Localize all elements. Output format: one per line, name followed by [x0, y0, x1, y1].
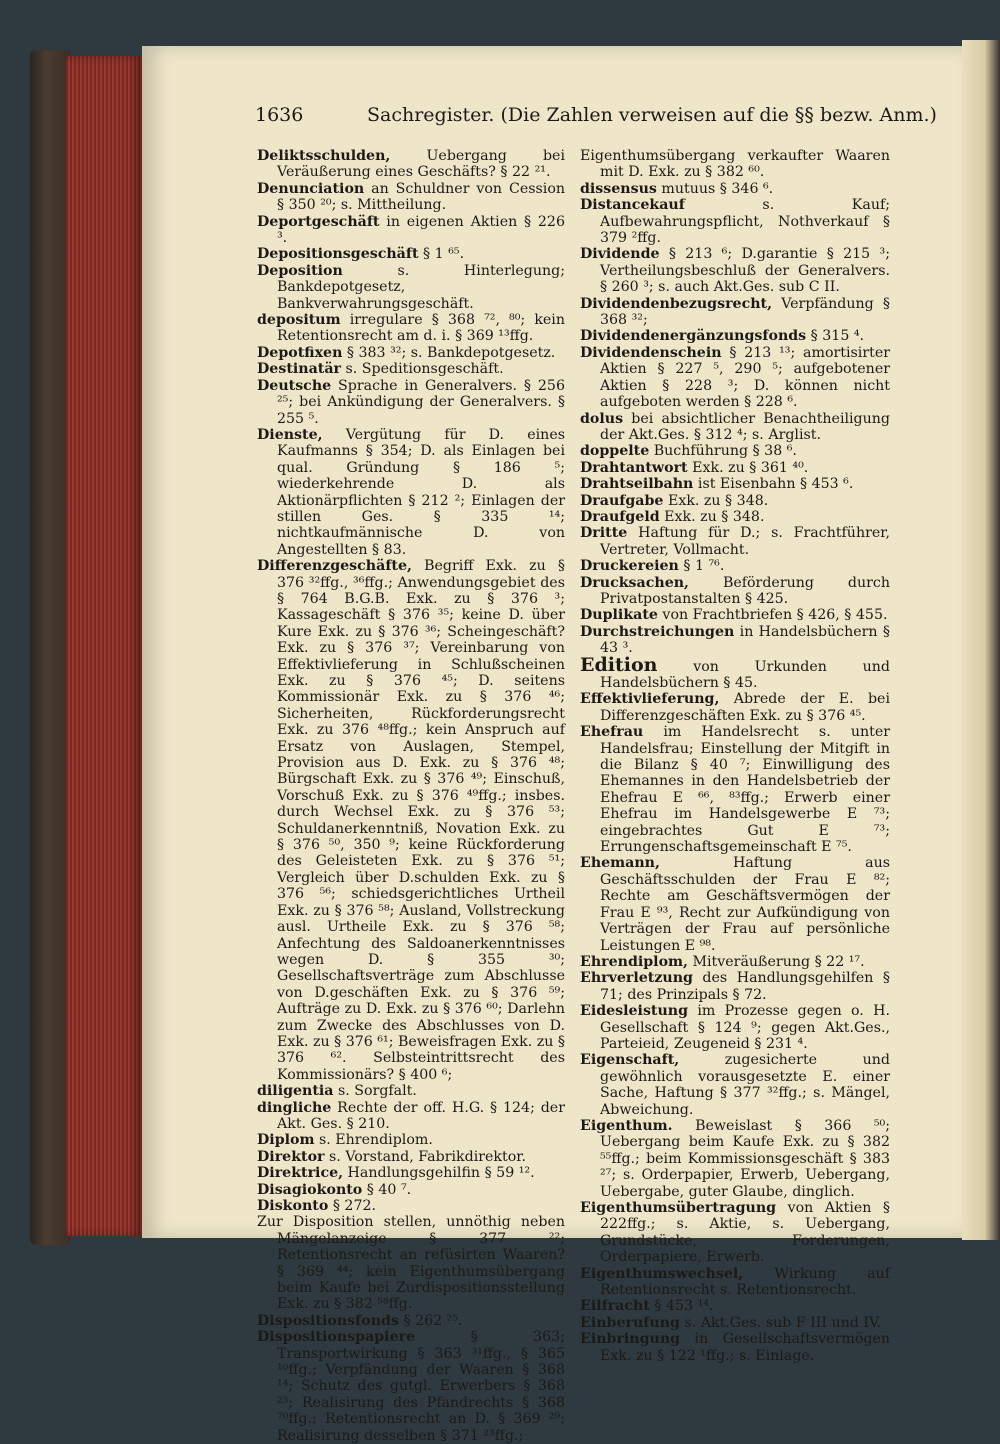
entry-text: Handlungsgehilfin § 59 ¹². — [343, 1165, 535, 1182]
index-entry — [257, 263, 565, 312]
index-entry — [257, 246, 565, 262]
index-entry — [580, 558, 890, 574]
entry-keyword: Deposition — [257, 262, 343, 279]
entry-keyword: Disagiokonto — [257, 1181, 363, 1198]
entry-text: § 1 ⁶⁵. — [418, 246, 465, 263]
entry-text: Haftung aus Geschäftsschulden der Frau E ⁸²; Rechte am Geschäftsvermögen der Frau E ⁹³, Recht zur Aufkündigung von Verträgen der Frau auf persönliche Leistungen E ⁹⁸. — [600, 855, 890, 954]
index-entry — [580, 653, 890, 692]
entry-keyword: Diplom — [257, 1132, 315, 1149]
entry-keyword: Diskonto — [257, 1198, 329, 1214]
entry-text: mutuus § 346 ⁶. — [656, 180, 774, 197]
index-entry — [257, 345, 565, 361]
index-entry — [257, 1100, 565, 1133]
index-entry — [257, 1182, 565, 1198]
index-entry — [580, 1331, 890, 1364]
index-entry — [257, 361, 565, 377]
entry-text: Sprache in Generalvers. § 256 ²⁵; bei Ankündigung der Generalvers. § 255 ⁵. — [277, 377, 565, 427]
entry-text: im Prozesse gegen o. H. Gesellschaft § 124 ⁹; gegen Akt.Ges., Parteieid, Zeugeneid § 231 ⁴. — [600, 1003, 890, 1052]
index-entry — [257, 1198, 565, 1214]
right-page-edge — [962, 40, 1000, 1240]
page-number: 1636 — [255, 104, 304, 126]
entry-keyword: Dividende — [580, 246, 660, 263]
index-entry — [257, 312, 565, 345]
entry-keyword: Ehemann, — [580, 855, 660, 872]
entry-keyword: Eigenthumswechsel, — [580, 1265, 744, 1282]
entry-text: Exk. zu § 348. — [663, 492, 769, 509]
entry-keyword: Drahtseilbahn — [580, 476, 694, 493]
entry-keyword: Deutsche — [257, 377, 332, 394]
entry-text: s. Vorstand, Fabrikdirektor. — [324, 1148, 526, 1165]
page-header — [255, 104, 955, 130]
entry-text: Vergütung für D. eines Kaufmanns § 354; D. als Einlagen bei qual. Gründung § 186 ⁵; wiederkehrende D. als Aktionärpflichten § 212 ²; Einlagen der stillen Ges. § 335 ¹⁴; nichtkaufmännische D. von Angestellten § 83. — [277, 426, 565, 558]
index-entry — [580, 575, 890, 608]
entry-text: s. Speditionsgeschäft. — [341, 361, 504, 378]
index-entry — [580, 607, 890, 623]
entry-text: Haftung für D.; s. Frachtführer, Vertreter, Vollmacht. — [600, 525, 890, 558]
entry-keyword: Deportgeschäft — [257, 213, 380, 230]
entry-keyword: Direktrice, — [257, 1165, 344, 1182]
index-entry — [257, 1214, 565, 1312]
index-entry — [580, 476, 890, 492]
entry-text: s. Hinterlegung; Bankdepotgesetz, Bankverwahrungsgeschäft. — [277, 262, 565, 312]
index-entry — [257, 1313, 565, 1329]
index-entry — [580, 855, 890, 953]
entry-keyword: Effektivlieferung, — [580, 691, 720, 708]
entry-text: Mitveräußerung § 22 ¹⁷. — [687, 953, 865, 970]
entry-text: § 262 ²⁵. — [398, 1312, 463, 1329]
index-entry — [580, 1266, 890, 1299]
entry-keyword: Eilfracht — [580, 1298, 650, 1315]
index-entry — [580, 181, 890, 197]
entry-keyword: Depositionsgeschäft — [257, 246, 419, 263]
entry-keyword: depositum — [257, 312, 341, 329]
entry-text: § 315 ⁴. — [806, 328, 865, 345]
entry-keyword: dingliche — [257, 1099, 332, 1116]
entry-text: im Handelsrecht s. unter Handelsfrau; Einstellung der Mitgift in die Bilanz § 40 ⁷; Einwilligung des Ehemannes in den Handelsbetrieb der Ehefrau E ⁶⁶, ⁸³ffg.; Erwerb einer Ehefrau im Handelsgewerbe E ⁷³; eingebrachtes Gut E ⁷³; Errungenschaftsgemeinschaft E ⁷⁵. — [600, 724, 890, 856]
entry-keyword: Draufgabe — [580, 492, 664, 509]
entry-text: § 213 ¹³; amortisirter Aktien § 227 ⁵, 290 ⁵; aufgebotener Aktien § 228 ³; D. können nicht aufgeboten werden § 228 ⁶. — [600, 344, 890, 411]
index-entry — [580, 954, 890, 970]
index-entry — [580, 411, 890, 444]
entry-keyword: Depotfixen — [257, 344, 343, 361]
index-entry — [580, 1200, 890, 1266]
index-entry — [257, 1165, 565, 1181]
index-entry — [580, 443, 890, 459]
entry-keyword: Dividendenschein — [580, 344, 722, 361]
entry-keyword: Draufgeld — [580, 508, 660, 525]
index-entry — [580, 724, 890, 855]
index-entry — [580, 1052, 890, 1118]
index-entry — [257, 214, 565, 247]
entry-text: Rechte der off. H.G. § 124; der Akt. Ges. § 210. — [277, 1099, 565, 1132]
index-entry — [257, 1132, 565, 1148]
page-edges — [66, 56, 142, 1236]
entry-keyword: Dividendenergänzungsfonds — [580, 328, 807, 345]
index-entry — [580, 691, 890, 724]
index-entry — [580, 460, 890, 476]
entry-text: Verpfändung § 368 ³²; — [600, 295, 890, 329]
entry-keyword: Druckereien — [580, 558, 679, 575]
index-entry — [580, 246, 890, 295]
index-entry — [257, 558, 565, 1083]
entry-text: Zur Disposition stellen, unnöthig neben Mängelanzeige § 377 ²²; Retentionsrecht an refüsirten Waaren? § 369 ⁴⁴; kein Eigenthumsübergang beim Kaufe bei Zurdispositionsstellung Exk. zu § 382 ⁵⁸ffg. — [257, 1214, 565, 1313]
entry-text: s. Kauf; Aufbewahrungspflicht, Nothverkauf § 379 ²ffg. — [600, 197, 890, 247]
index-entry — [257, 181, 565, 214]
entry-keyword: Deliktsschulden, — [257, 148, 391, 164]
index-entry — [580, 624, 890, 657]
entry-keyword: doppelte — [580, 443, 650, 460]
running-title: Sachregister. (Die Zahlen verweisen auf die §§ bezw. Anm.) — [367, 104, 937, 126]
index-entry — [580, 525, 890, 558]
entry-text: Exk. zu § 348. — [659, 508, 765, 525]
entry-text: § 213 ⁶; D.garantie § 215 ³; Vertheilungsbeschluß der Generalvers. § 260 ³; s. auch Akt.Ges. sub C II. — [600, 246, 890, 296]
entry-text: an Schuldner von Cession § 350 ²⁰; s. Mittheilung. — [277, 180, 565, 214]
entry-text: Buchführung § 38 ⁶. — [649, 443, 797, 460]
entry-text: § 363; Transportwirkung § 363 ³¹ffg., § 365 ¹⁰ffg.; Verpfändung der Waaren § 368 ¹⁴; Schutz des gutgl. Erwerbers § 368 ²³; Realisirung des Pfandrechts § 368 ⁷⁰ffg.; Retentionsrecht an D. § 369 ²⁹; Realisirung desselben § 371 ²³ffg.; — [277, 1329, 565, 1444]
entry-keyword: Edition — [580, 653, 658, 676]
entry-text: von Aktien § 222ffg.; s. Aktie, s. Uebergang, Grundstücke, Forderungen, Orderpapiere, Erwerb. — [600, 1200, 890, 1266]
entry-text: s. Akt.Ges. sub F III und IV. — [679, 1314, 882, 1331]
entry-text: s. Sorgfalt. — [333, 1083, 417, 1100]
entry-keyword: dissensus — [580, 180, 657, 197]
index-entry — [580, 1003, 890, 1052]
entry-keyword: Dispositionspapiere — [257, 1329, 416, 1346]
index-entry — [257, 427, 565, 558]
index-entry — [580, 197, 890, 246]
index-entry — [580, 493, 890, 509]
index-entry — [257, 1149, 565, 1165]
index-entry — [257, 148, 565, 181]
entry-text: Beförderung durch Privatpostanstalten § 425. — [600, 574, 890, 607]
index-entry — [580, 296, 890, 329]
index-column-right — [580, 148, 890, 1364]
entry-keyword: Ehefrau — [580, 724, 644, 741]
entry-keyword: Duplikate — [580, 607, 658, 624]
entry-text: ist Eisenbahn § 453 ⁶. — [693, 476, 854, 493]
entry-keyword: Drucksachen, — [580, 574, 689, 591]
book-spine — [30, 50, 70, 1245]
entry-keyword: Eigenthum. — [580, 1117, 673, 1134]
entry-keyword: Eigenthumsübertragung — [580, 1200, 777, 1216]
entry-keyword: Drahtantwort — [580, 459, 688, 476]
index-entry — [580, 970, 890, 1003]
entry-text: in eigenen Aktien § 226 ³. — [277, 213, 565, 247]
entry-text: zugesicherte und gewöhnlich vorausgesetzte E. einer Sache, Haftung § 377 ³²ffg.; s. Mängel, Abweichung. — [600, 1052, 890, 1118]
index-entry — [580, 509, 890, 525]
index-entry — [257, 1329, 565, 1444]
entry-text: Abrede der E. bei Differenzgeschäften Exk. zu § 376 ⁴⁵. — [600, 691, 890, 724]
entry-keyword: Eidesleistung — [580, 1003, 689, 1020]
entry-text: § 272. — [328, 1198, 377, 1214]
entry-keyword: Dritte — [580, 525, 628, 542]
entry-text: Begriff Exk. zu § 376 ³²ffg., ³⁶ffg.; Anwendungsgebiet des § 764 B.G.B. Exk. zu § 376 ³; Kassageschäft § 376 ³⁵; keine D. über Kure Exk. zu § 376 ³⁶; Scheingeschäft? Exk. zu § 376 ³⁷; Vereinbarung von Effektivlieferung in Schlußscheinen Exk. zu § 376 ⁴⁵; D. seitens Kommissionär Exk. zu § 376 ⁴⁶; Sicherheiten, Rückforderungsrecht Exk. zu 376 ⁴⁸ffg.; kein Anspruch auf Ersatz von Auslagen, Stempel, Provision aus D. Exk. zu § 376 ⁴⁸; Bürgschaft Exk. zu § 376 ⁴⁹; Einschuß, Vorschuß Exk. zu § 376 ⁴⁹ffg.; insbes. durch Wechsel Exk. zu § 376 ⁵³; Schuldanerkenntniß, Novation Exk. zu § 376 ⁵⁰, 350 ⁹; keine Rückforderung des Geleisteten Exk. zu § 376 ⁵¹; Vergleich über D.schulden Exk. zu § 376 ⁵⁶; schiedsgerichtliches Urtheil Exk. zu § 376 ⁵⁸; Ausland, Vollstreckung ausl. Urtheile Exk. zu § 376 ⁵⁸; Anfechtung des Saldoanerkenntnisses wegen D. § 355 ³⁰; Gesellschaftsverträge zum Abschlusse von D.geschäften Exk. zu § 376 ⁵⁹; Aufträge zu D. Exk. zu § 376 ⁶⁰; Darlehn zum Zwecke des Abschlusses von D. Exk. zu § 376 ⁶¹; Beweisfragen Exk. zu § 376 ⁶². Selbsteintrittsrecht des Kommissionärs? § 400 ⁶; — [277, 558, 565, 1083]
entry-text: § 383 ³²; s. Bankdepotgesetz. — [342, 344, 556, 361]
index-entry — [580, 148, 890, 181]
entry-keyword: Ehrverletzung — [580, 970, 693, 987]
entry-text: § 1 ⁷⁶. — [678, 558, 725, 575]
entry-text: von Frachtbriefen § 426, § 455. — [657, 607, 888, 624]
entry-keyword: Denunciation — [257, 180, 365, 197]
entry-keyword: Dispositionsfonds — [257, 1312, 399, 1329]
entry-keyword: Distancekauf — [580, 197, 685, 214]
entry-text: Beweislast § 366 ⁵⁰; Uebergang beim Kaufe Exk. zu § 382 ⁵⁵ffg.; beim Kommissionsgeschäft § 383 ²⁷; s. Orderpapier, Erwerb, Uebergang, Uebergabe, guter Glaube, dinglich. — [600, 1117, 890, 1200]
entry-text: in Gesellschaftsvermögen Exk. zu § 122 ¹ffg.; s. Einlage. — [600, 1331, 890, 1364]
entry-text: von Urkunden und Handelsbüchern § 45. — [600, 658, 890, 691]
entry-text: Eigenthumsübergang verkaufter Waaren mit D. Exk. zu § 382 ⁶⁰. — [580, 148, 890, 181]
entry-text: s. Ehrendiplom. — [314, 1132, 433, 1149]
entry-text: § 453 ¹⁴. — [649, 1298, 714, 1315]
index-entry — [580, 1315, 890, 1331]
index-entry — [580, 1118, 890, 1200]
entry-keyword: dolus — [580, 410, 624, 427]
entry-text: § 40 ⁷. — [362, 1181, 412, 1198]
entry-keyword: Ehrendiplom, — [580, 953, 688, 970]
entry-keyword: Durchstreichungen — [580, 623, 735, 640]
entry-text: irregulare § 368 ⁷², ⁸⁰; kein Retentionsrecht am d. i. § 369 ¹³ffg. — [277, 312, 565, 345]
entry-text: Exk. zu § 361 ⁴⁰. — [687, 459, 809, 476]
index-entry — [580, 328, 890, 344]
entry-text: Wirkung auf Retentionsrecht s. Retentionsrecht. — [600, 1265, 890, 1299]
entry-keyword: Eigenschaft, — [580, 1052, 680, 1069]
index-entry — [580, 345, 890, 411]
entry-keyword: Dienste, — [257, 426, 323, 443]
entry-keyword: Direktor — [257, 1148, 325, 1165]
index-entry — [257, 1083, 565, 1099]
entry-text: des Handlungsgehilfen § 71; des Prinzipals § 72. — [600, 970, 890, 1003]
index-entry — [257, 378, 565, 427]
entry-keyword: Einberufung — [580, 1314, 680, 1331]
entry-keyword: Differenzgeschäfte, — [257, 558, 412, 575]
entry-keyword: Destinatär — [257, 361, 341, 378]
entry-text: Uebergang bei Veräußerung eines Geschäfts? § 22 ²¹. — [277, 148, 565, 181]
entry-text: in Handelsbüchern § 43 ³. — [600, 623, 890, 657]
entry-keyword: Einbringung — [580, 1331, 681, 1348]
entry-keyword: Dividendenbezugsrecht, — [580, 295, 773, 312]
entry-text: bei absichtlicher Benachtheiligung der Akt.Ges. § 312 ⁴; s. Arglist. — [600, 410, 890, 443]
index-column-left — [257, 148, 565, 1444]
index-entry — [580, 1298, 890, 1314]
entry-keyword: diligentia — [257, 1083, 334, 1100]
